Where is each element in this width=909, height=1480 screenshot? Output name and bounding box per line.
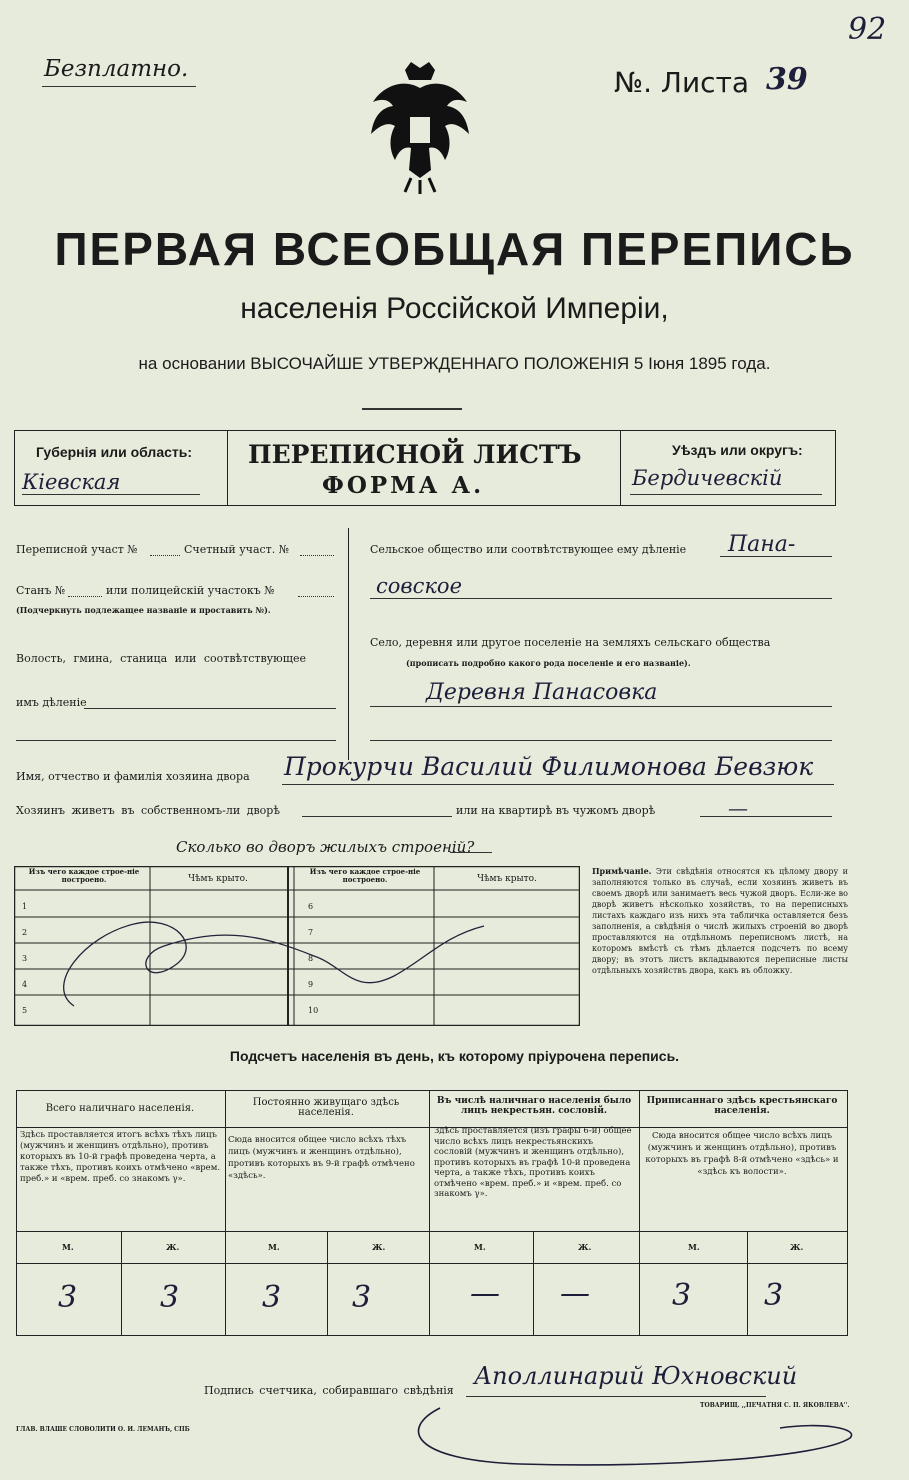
owner-name-value: Прокурчи Василий Филимонова Бевзюк (284, 752, 814, 781)
count-col1-head: Всего наличнаго населенія. (45, 1103, 195, 1114)
subtitle: населенія Россійской Имперіи, (240, 292, 669, 325)
sheet-number: 39 (766, 62, 808, 97)
sheet-label: №. Листа (614, 66, 750, 99)
im-delenie-label: имъ дѣленіе (16, 696, 87, 709)
count-title: Подсчетъ населенія въ день, къ которому пріурочена перепись. (229, 1048, 680, 1064)
perepisnoi-label: Переписной участ № (16, 543, 138, 556)
buildings-question: Сколько во дворъ жилыхъ строеній? (176, 838, 475, 856)
schetny-label: Счетный участ. № (184, 543, 290, 556)
count-zh-2: Ж. (372, 1242, 386, 1252)
selskoe-value-2: совское (376, 574, 462, 598)
count-value-1: 3 (58, 1280, 78, 1315)
bld-row-4: 4 (22, 980, 28, 989)
count-col2-text: Сюда вносится общее число всѣхъ тѣхъ лицъ (мужчинъ и женщинъ отдѣльно), противъ которыхъ въ 9-й графѣ отмѣчено «здѣсь». (228, 1135, 415, 1181)
count-col3-head: Въ числѣ наличнаго населенія было лицъ некрестьян. сословій. (436, 1096, 632, 1116)
main-title: ПЕРВАЯ ВСЕОБЩАЯ ПЕРЕПИСЬ (54, 223, 855, 275)
selo-value: Деревня Панасовка (426, 680, 658, 705)
signature-value: Аполлинарий Юхновский (474, 1362, 798, 1390)
count-m-3: М. (474, 1242, 486, 1252)
selskoe-label: Сельское общество или соотвѣтствующее ему дѣленіе (370, 543, 687, 556)
count-value-3: 3 (262, 1280, 282, 1315)
bld-row-6: 6 (308, 902, 314, 911)
police-label: или полицейскій участокъ № (106, 584, 275, 597)
count-value-2: 3 (160, 1280, 180, 1315)
note-text: Эти свѣдѣнія относятся къ цѣлому двору и заполняются только въ случаѣ, если хозяинъ живетъ въ своемъ дворѣ или занимаетъ весь чужой дворъ. Если-же во дворѣ живетъ нѣсколько хозяйствъ, то на переписныхъ листахъ каждаго изъ нихъ эта табличка оставляется безъ заполненія, а свѣдѣнія о числѣ жилыхъ строеній во дворѣ проставляются на отдѣльномъ переписномъ листѣ, на которомъ вмѣстѣ съ тѣмъ дѣлается подсчетъ по всему двору; въ этотъ листъ вкладываются переписные листы отдѣльныхъ хозяйствъ двора, какъ въ обложку. (592, 867, 849, 975)
selskoe-value-1: Пана- (728, 532, 796, 557)
bld-row-9: 9 (308, 980, 314, 989)
count-value-4: 3 (352, 1280, 372, 1315)
count-col2-head: Постоянно живущаго здѣсь населенія. (252, 1097, 400, 1118)
count-table (16, 1090, 848, 1336)
bld-col-roof-right: Чѣмъ крыто. (477, 874, 537, 884)
count-col3-text: Здѣсь проставляется (изъ графы 6-й) общее число всѣхъ лицъ некрестьянскихъ сословій (мужчинъ и женщинъ отдѣльно), противъ которыхъ въ графѣ 10-й проведена черта, а также тѣхъ, противъ коихъ отмѣчено «врем. преб.» и «врем. преб. со знакомъ γ». (434, 1126, 632, 1199)
count-m-4: М. (688, 1242, 700, 1252)
gubernia-value: Кіевская (22, 470, 121, 494)
bld-row-2: 2 (22, 928, 28, 937)
selo-note: (прописать подробно какого рода поселеніе и его названіе). (406, 658, 691, 668)
selo-label: Село, деревня или другое поселеніе на земляхъ сельскаго общества (370, 636, 771, 649)
bld-row-3: 3 (22, 954, 28, 963)
bld-row-1: 1 (22, 902, 28, 911)
gubernia-label: Губернія или область: (36, 444, 193, 460)
count-m-2: М. (268, 1242, 280, 1252)
basis-line: на основании ВЫСОЧАЙШЕ УТВЕРЖДЕННАГО ПОЛОЖЕНІЯ 5 Іюня 1895 года. (138, 354, 771, 373)
note-block (592, 866, 848, 976)
count-m-1: М. (62, 1242, 74, 1252)
or-rent-label: или на квартирѣ въ чужомъ дворѣ (456, 804, 656, 817)
bld-col-roof-left: Чѣмъ крыто. (188, 874, 248, 884)
note-title: Примѣчаніе. (592, 866, 652, 876)
bld-row-7: 7 (308, 928, 314, 937)
form-subtitle: ФОРМА А. (322, 472, 485, 499)
count-zh-4: Ж. (790, 1242, 804, 1252)
bld-row-8: 8 (308, 954, 314, 963)
count-zh-3: Ж. (578, 1242, 592, 1252)
count-value-6: — (560, 1276, 590, 1311)
bld-col-material-left: Изъ чего каждое строе-ніе построено. (28, 867, 140, 884)
uezd-value: Бердичевскій (632, 466, 783, 490)
bld-col-material-right: Изъ чего каждое строе-ніе построено. (309, 867, 421, 884)
footer-right: ТОВАРИЩ. ,,ПЕЧАТНЯ С. П. ЯКОВЛЕВА''. (700, 1402, 850, 1409)
count-value-7: 3 (672, 1278, 692, 1313)
coat-of-arms-emblem (365, 58, 475, 198)
owner-name-label: Имя, отчество и фамилія хозяина двора (16, 770, 250, 783)
count-col4-head: Приписаннаго здѣсь крестьянскаго населенія. (646, 1096, 838, 1116)
count-value-5: — (470, 1276, 500, 1311)
count-col1-text: Здѣсь проставляется итогъ всѣхъ тѣхъ лицъ (мужчинъ и женщинъ отдѣльно), противъ которыхъ въ 10-й графѣ проведена черта, а также тѣхъ, противъ коихъ отмѣчено «врем. преб.» и «врем. преб. со знакомъ γ». (20, 1130, 221, 1184)
uezd-label: Уѣздъ или округъ: (672, 442, 803, 458)
owner-lives-label: Хозяинъ живетъ въ собственномъ-ли дворѣ (16, 804, 280, 817)
bld-row-5: 5 (22, 1006, 28, 1015)
page-number: 92 (848, 12, 887, 47)
form-title: ПЕРЕПИСНОЙ ЛИСТЪ (248, 440, 582, 469)
footer-left: ГЛАВ. ВЛАШЕ СЛОВОЛИТИ О. И. ЛЕМАНЪ, СПБ (16, 1426, 190, 1433)
underline-note: (Подчеркнуть подлежащее названіе и проставить №). (16, 605, 271, 615)
count-value-8: 3 (764, 1278, 784, 1313)
volost-label: Волость, гмина, станица или соотвѣтствующее (16, 652, 306, 665)
bld-row-10: 10 (308, 1006, 319, 1015)
signature-label: Подпись счетчика, собиравшаго свѣдѣнія (204, 1384, 454, 1397)
ornament-divider (362, 408, 462, 410)
buildings-table-lines (14, 866, 580, 1026)
count-col4-text: Сюда вносится общее число всѣхъ лицъ (мужчинъ и женщинъ отдѣльно), противъ которыхъ въ графѣ 8-й отмѣчено «здѣсь» и «здѣсь къ волости». (645, 1131, 839, 1177)
stan-label: Станъ № (16, 584, 66, 597)
count-zh-1: Ж. (166, 1242, 180, 1252)
free-label: Безплатно. (44, 56, 189, 82)
